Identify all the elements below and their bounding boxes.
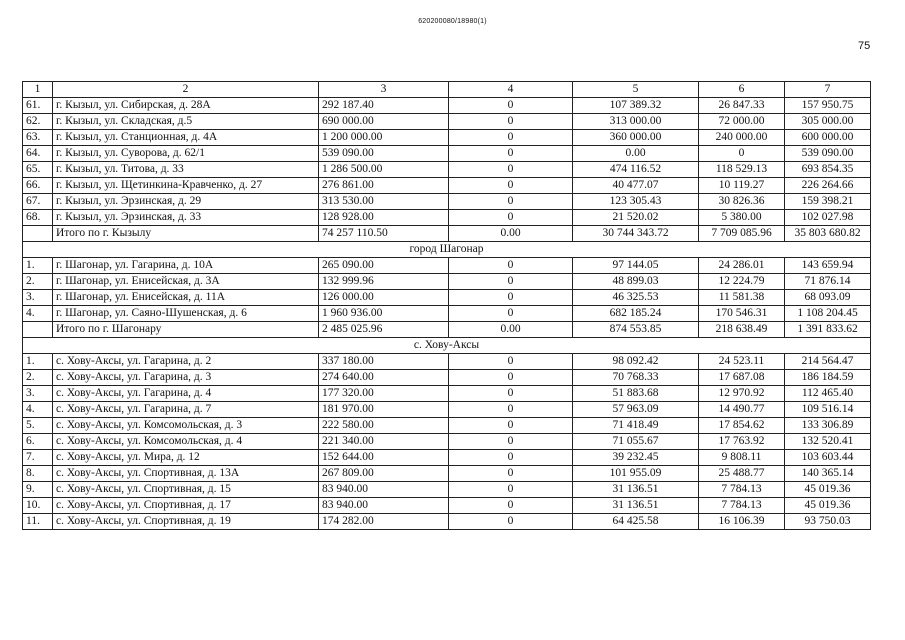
value-cell: 97 144.05 xyxy=(573,258,699,274)
table-row xyxy=(23,146,871,162)
row-number: 4. xyxy=(23,306,53,322)
total-row xyxy=(23,226,871,242)
total-cell: 1 391 833.62 xyxy=(785,322,871,338)
row-number: 2. xyxy=(23,274,53,290)
row-number: 7. xyxy=(23,450,53,466)
total-label: Итого по г. Кызылу xyxy=(53,226,319,242)
table-row xyxy=(23,386,871,402)
value-cell: 72 000.00 xyxy=(699,114,785,130)
value-cell: 0 xyxy=(449,514,573,530)
address-cell: г. Кызыл, ул. Щетинкина-Кравченко, д. 27 xyxy=(53,178,319,194)
address-cell: с. Хову-Аксы, ул. Спортивная, д. 17 xyxy=(53,498,319,514)
table-row xyxy=(23,210,871,226)
row-number: 6. xyxy=(23,434,53,450)
value-cell: 132 999.96 xyxy=(319,274,449,290)
value-cell: 0 xyxy=(449,98,573,114)
value-cell: 276 861.00 xyxy=(319,178,449,194)
value-cell: 16 106.39 xyxy=(699,514,785,530)
address-cell: г. Шагонар, ул. Енисейская, д. 11А xyxy=(53,290,319,306)
total-cell: 2 485 025.96 xyxy=(319,322,449,338)
value-cell: 186 184.59 xyxy=(785,370,871,386)
value-cell: 133 306.89 xyxy=(785,418,871,434)
value-cell: 152 644.00 xyxy=(319,450,449,466)
value-cell: 102 027.98 xyxy=(785,210,871,226)
value-cell: 0 xyxy=(449,162,573,178)
row-number: 3. xyxy=(23,386,53,402)
value-cell: 132 520.41 xyxy=(785,434,871,450)
total-cell: 30 744 343.72 xyxy=(573,226,699,242)
value-cell: 40 477.07 xyxy=(573,178,699,194)
value-cell: 240 000.00 xyxy=(699,130,785,146)
table-row xyxy=(23,290,871,306)
value-cell: 0 xyxy=(449,258,573,274)
value-cell: 30 826.36 xyxy=(699,194,785,210)
value-cell: 157 950.75 xyxy=(785,98,871,114)
total-row xyxy=(23,322,871,338)
section-header-row xyxy=(23,242,871,258)
address-cell: г. Шагонар, ул. Саяно-Шушенская, д. 6 xyxy=(53,306,319,322)
value-cell: 109 516.14 xyxy=(785,402,871,418)
value-cell: 83 940.00 xyxy=(319,498,449,514)
value-cell: 71 876.14 xyxy=(785,274,871,290)
value-cell: 313 530.00 xyxy=(319,194,449,210)
header-cell: 3 xyxy=(319,82,449,98)
row-number: 68. xyxy=(23,210,53,226)
value-cell: 9 808.11 xyxy=(699,450,785,466)
page-number: 75 xyxy=(858,40,871,52)
value-cell: 174 282.00 xyxy=(319,514,449,530)
table-row xyxy=(23,162,871,178)
value-cell: 0 xyxy=(449,178,573,194)
header-cell: 5 xyxy=(573,82,699,98)
row-number: 3. xyxy=(23,290,53,306)
value-cell: 45 019.36 xyxy=(785,498,871,514)
value-cell: 126 000.00 xyxy=(319,290,449,306)
table-row xyxy=(23,178,871,194)
value-cell: 70 768.33 xyxy=(573,370,699,386)
value-cell: 45 019.36 xyxy=(785,482,871,498)
value-cell: 64 425.58 xyxy=(573,514,699,530)
total-cell xyxy=(23,226,53,242)
value-cell: 0 xyxy=(449,370,573,386)
value-cell: 140 365.14 xyxy=(785,466,871,482)
value-cell: 11 581.38 xyxy=(699,290,785,306)
header-cell: 2 xyxy=(53,82,319,98)
value-cell: 103 603.44 xyxy=(785,450,871,466)
address-cell: г. Кызыл, ул. Титова, д. 33 xyxy=(53,162,319,178)
value-cell: 0 xyxy=(449,402,573,418)
value-cell: 170 546.31 xyxy=(699,306,785,322)
value-cell: 222 580.00 xyxy=(319,418,449,434)
value-cell: 313 000.00 xyxy=(573,114,699,130)
row-number: 62. xyxy=(23,114,53,130)
row-number: 4. xyxy=(23,402,53,418)
table-row xyxy=(23,258,871,274)
row-number: 10. xyxy=(23,498,53,514)
table-row xyxy=(23,482,871,498)
row-number: 1. xyxy=(23,354,53,370)
value-cell: 21 520.02 xyxy=(573,210,699,226)
address-cell: г. Шагонар, ул. Гагарина, д. 10А xyxy=(53,258,319,274)
address-cell: г. Кызыл, ул. Эрзинская, д. 29 xyxy=(53,194,319,210)
total-cell: 35 803 680.82 xyxy=(785,226,871,242)
value-cell: 221 340.00 xyxy=(319,434,449,450)
value-cell: 0 xyxy=(699,146,785,162)
section-title: с. Хову-Аксы xyxy=(23,338,871,354)
value-cell: 214 564.47 xyxy=(785,354,871,370)
value-cell: 0 xyxy=(449,482,573,498)
value-cell: 71 418.49 xyxy=(573,418,699,434)
row-number: 67. xyxy=(23,194,53,210)
value-cell: 93 750.03 xyxy=(785,514,871,530)
value-cell: 690 000.00 xyxy=(319,114,449,130)
value-cell: 31 136.51 xyxy=(573,498,699,514)
value-cell: 600 000.00 xyxy=(785,130,871,146)
value-cell: 46 325.53 xyxy=(573,290,699,306)
header-cell: 7 xyxy=(785,82,871,98)
row-number: 65. xyxy=(23,162,53,178)
row-number: 8. xyxy=(23,466,53,482)
value-cell: 1 200 000.00 xyxy=(319,130,449,146)
table-row xyxy=(23,370,871,386)
table-row xyxy=(23,434,871,450)
total-cell: 7 709 085.96 xyxy=(699,226,785,242)
value-cell: 539 090.00 xyxy=(319,146,449,162)
address-cell: г. Кызыл, ул. Эрзинская, д. 33 xyxy=(53,210,319,226)
address-cell: с. Хову-Аксы, ул. Гагарина, д. 4 xyxy=(53,386,319,402)
value-cell: 17 854.62 xyxy=(699,418,785,434)
value-cell: 177 320.00 xyxy=(319,386,449,402)
value-cell: 226 264.66 xyxy=(785,178,871,194)
row-number: 5. xyxy=(23,418,53,434)
address-cell: с. Хову-Аксы, ул. Мира, д. 12 xyxy=(53,450,319,466)
value-cell: 0 xyxy=(449,354,573,370)
value-cell: 0 xyxy=(449,130,573,146)
value-cell: 265 090.00 xyxy=(319,258,449,274)
value-cell: 112 465.40 xyxy=(785,386,871,402)
value-cell: 17 763.92 xyxy=(699,434,785,450)
value-cell: 25 488.77 xyxy=(699,466,785,482)
value-cell: 51 883.68 xyxy=(573,386,699,402)
address-cell: г. Кызыл, ул. Складская, д.5 xyxy=(53,114,319,130)
total-cell: 0.00 xyxy=(449,322,573,338)
value-cell: 31 136.51 xyxy=(573,482,699,498)
value-cell: 267 809.00 xyxy=(319,466,449,482)
value-cell: 0 xyxy=(449,114,573,130)
table-row xyxy=(23,514,871,530)
table-row xyxy=(23,466,871,482)
row-number: 64. xyxy=(23,146,53,162)
value-cell: 0 xyxy=(449,194,573,210)
table-row xyxy=(23,354,871,370)
table-row xyxy=(23,194,871,210)
row-number: 61. xyxy=(23,98,53,114)
value-cell: 48 899.03 xyxy=(573,274,699,290)
value-cell: 0 xyxy=(449,450,573,466)
value-cell: 292 187.40 xyxy=(319,98,449,114)
document-id: 620200080/18980(1) xyxy=(418,18,487,25)
value-cell: 107 389.32 xyxy=(573,98,699,114)
header-cell: 6 xyxy=(699,82,785,98)
value-cell: 57 963.09 xyxy=(573,402,699,418)
value-cell: 0 xyxy=(449,290,573,306)
value-cell: 0 xyxy=(449,274,573,290)
value-cell: 26 847.33 xyxy=(699,98,785,114)
address-cell: с. Хову-Аксы, ул. Спортивная, д. 19 xyxy=(53,514,319,530)
row-number: 66. xyxy=(23,178,53,194)
value-cell: 0 xyxy=(449,386,573,402)
address-cell: с. Хову-Аксы, ул. Комсомольская, д. 3 xyxy=(53,418,319,434)
value-cell: 337 180.00 xyxy=(319,354,449,370)
value-cell: 12 224.79 xyxy=(699,274,785,290)
address-cell: с. Хову-Аксы, ул. Гагарина, д. 2 xyxy=(53,354,319,370)
value-cell: 17 687.08 xyxy=(699,370,785,386)
value-cell: 305 000.00 xyxy=(785,114,871,130)
address-cell: г. Шагонар, ул. Енисейская, д. 3А xyxy=(53,274,319,290)
address-cell: с. Хову-Аксы, ул. Комсомольская, д. 4 xyxy=(53,434,319,450)
value-cell: 7 784.13 xyxy=(699,498,785,514)
table-row xyxy=(23,114,871,130)
data-table xyxy=(22,81,871,530)
header-cell: 4 xyxy=(449,82,573,98)
table-row xyxy=(23,98,871,114)
table-row xyxy=(23,274,871,290)
value-cell: 5 380.00 xyxy=(699,210,785,226)
value-cell: 14 490.77 xyxy=(699,402,785,418)
value-cell: 0 xyxy=(449,498,573,514)
value-cell: 83 940.00 xyxy=(319,482,449,498)
address-cell: г. Кызыл, ул. Сибирская, д. 28А xyxy=(53,98,319,114)
table-row xyxy=(23,130,871,146)
header-cell: 1 xyxy=(23,82,53,98)
row-number: 2. xyxy=(23,370,53,386)
value-cell: 101 955.09 xyxy=(573,466,699,482)
value-cell: 159 398.21 xyxy=(785,194,871,210)
value-cell: 0 xyxy=(449,210,573,226)
row-number: 9. xyxy=(23,482,53,498)
row-number: 63. xyxy=(23,130,53,146)
address-cell: с. Хову-Аксы, ул. Спортивная, д. 13А xyxy=(53,466,319,482)
value-cell: 98 092.42 xyxy=(573,354,699,370)
total-cell: 218 638.49 xyxy=(699,322,785,338)
value-cell: 0 xyxy=(449,418,573,434)
address-cell: с. Хову-Аксы, ул. Спортивная, д. 15 xyxy=(53,482,319,498)
table-row xyxy=(23,306,871,322)
total-cell: 74 257 110.50 xyxy=(319,226,449,242)
row-number: 1. xyxy=(23,258,53,274)
table-row xyxy=(23,450,871,466)
value-cell: 143 659.94 xyxy=(785,258,871,274)
header-row xyxy=(23,82,871,98)
table-row xyxy=(23,498,871,514)
total-cell: 0.00 xyxy=(449,226,573,242)
section-header-row xyxy=(23,338,871,354)
address-cell: г. Кызыл, ул. Станционная, д. 4А xyxy=(53,130,319,146)
value-cell: 1 286 500.00 xyxy=(319,162,449,178)
total-cell: 874 553.85 xyxy=(573,322,699,338)
value-cell: 39 232.45 xyxy=(573,450,699,466)
value-cell: 682 185.24 xyxy=(573,306,699,322)
table-row xyxy=(23,418,871,434)
value-cell: 693 854.35 xyxy=(785,162,871,178)
value-cell: 1 108 204.45 xyxy=(785,306,871,322)
value-cell: 71 055.67 xyxy=(573,434,699,450)
value-cell: 123 305.43 xyxy=(573,194,699,210)
total-label: Итого по г. Шагонару xyxy=(53,322,319,338)
value-cell: 1 960 936.00 xyxy=(319,306,449,322)
value-cell: 360 000.00 xyxy=(573,130,699,146)
value-cell: 24 286.01 xyxy=(699,258,785,274)
section-title: город Шагонар xyxy=(23,242,871,258)
value-cell: 0 xyxy=(449,306,573,322)
value-cell: 0 xyxy=(449,466,573,482)
row-number: 11. xyxy=(23,514,53,530)
value-cell: 24 523.11 xyxy=(699,354,785,370)
value-cell: 181 970.00 xyxy=(319,402,449,418)
total-cell xyxy=(23,322,53,338)
value-cell: 10 119.27 xyxy=(699,178,785,194)
value-cell: 0.00 xyxy=(573,146,699,162)
value-cell: 12 970.92 xyxy=(699,386,785,402)
value-cell: 474 116.52 xyxy=(573,162,699,178)
value-cell: 128 928.00 xyxy=(319,210,449,226)
value-cell: 0 xyxy=(449,146,573,162)
table-row xyxy=(23,402,871,418)
value-cell: 0 xyxy=(449,434,573,450)
table-body xyxy=(23,82,871,530)
address-cell: с. Хову-Аксы, ул. Гагарина, д. 3 xyxy=(53,370,319,386)
value-cell: 274 640.00 xyxy=(319,370,449,386)
value-cell: 118 529.13 xyxy=(699,162,785,178)
address-cell: с. Хову-Аксы, ул. Гагарина, д. 7 xyxy=(53,402,319,418)
value-cell: 539 090.00 xyxy=(785,146,871,162)
value-cell: 68 093.09 xyxy=(785,290,871,306)
value-cell: 7 784.13 xyxy=(699,482,785,498)
address-cell: г. Кызыл, ул. Суворова, д. 62/1 xyxy=(53,146,319,162)
